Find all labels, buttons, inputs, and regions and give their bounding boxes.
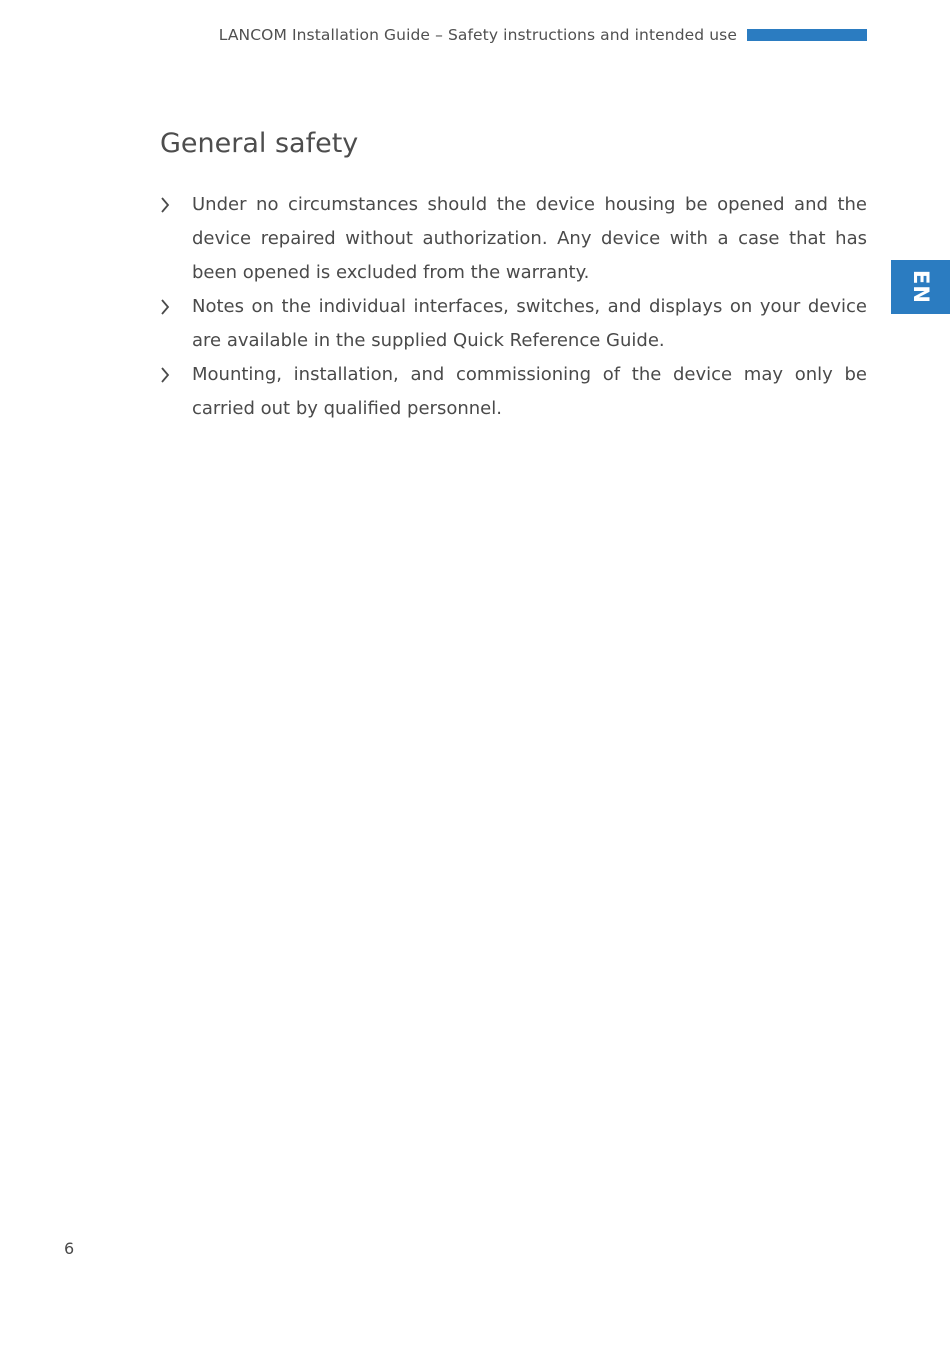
- list-item-text: Under no circumstances should the device housing be opened and the device repaired without authorization. Any device with a case that has been opened is excluded from the warranty.: [192, 194, 867, 283]
- list-item: [160, 290, 867, 358]
- chevron-right-icon: [160, 188, 192, 222]
- list-item-text: Notes on the individual interfaces, switches, and displays on your device are available in the supplied Quick Reference Guide.: [192, 296, 867, 351]
- chevron-right-icon: [160, 290, 192, 324]
- page-header: [160, 26, 867, 44]
- language-tab: [891, 260, 950, 314]
- list-item-text: Mounting, installation, and commissioning of the device may only be carried out by qualified personnel.: [192, 364, 867, 419]
- header-accent-bar: [747, 29, 867, 41]
- page-number: 6: [64, 1239, 75, 1258]
- chevron-right-icon: [160, 358, 192, 392]
- list-item: [160, 358, 867, 426]
- safety-bullet-list: [160, 188, 867, 426]
- list-item: [160, 188, 867, 290]
- section-title: General safety: [160, 128, 359, 159]
- header-title: LANCOM Installation Guide – Safety instructions and intended use: [218, 26, 737, 44]
- language-tab-label: EN: [908, 270, 933, 304]
